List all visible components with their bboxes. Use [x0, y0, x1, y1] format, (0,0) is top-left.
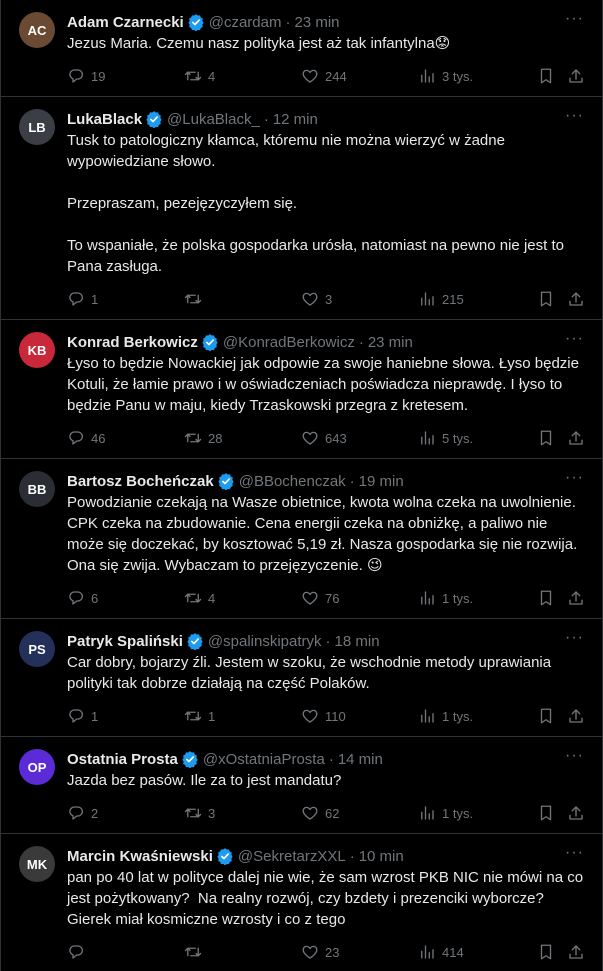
- retweet-button[interactable]: [184, 66, 215, 86]
- reply-button[interactable]: [67, 803, 98, 823]
- share-icon: [567, 67, 585, 85]
- views-button[interactable]: [418, 942, 464, 962]
- views-button[interactable]: [418, 289, 464, 309]
- like-button[interactable]: [301, 706, 346, 726]
- verified-badge-icon: [145, 110, 163, 128]
- tweet-text: [67, 33, 586, 54]
- author-name[interactable]: Adam Czarnecki: [67, 13, 184, 31]
- tweet-actions: [67, 795, 586, 833]
- retweet-button[interactable]: [184, 803, 215, 823]
- like-button[interactable]: [301, 942, 339, 962]
- separator-dot: ·: [328, 750, 334, 768]
- avatar-initials: LB: [28, 119, 46, 135]
- tweet-time[interactable]: 14 min: [337, 750, 383, 768]
- tweet-time[interactable]: 12 min: [272, 110, 318, 128]
- retweet-button[interactable]: [184, 588, 215, 608]
- avatar-initials: BB: [27, 481, 47, 497]
- like-button[interactable]: [301, 289, 332, 309]
- tweet-text-body: Car dobry, bojarzy źli. Jestem w szoku, że wschodnie metody uprawiania polityki tak dobrze działają na część Polaków.: [67, 654, 556, 692]
- tweet-time[interactable]: 19 min: [358, 472, 404, 490]
- bookmark-icon: [537, 429, 555, 447]
- author-handle[interactable]: @BBochenczak: [238, 472, 346, 490]
- view-count: 5 tys.: [442, 430, 474, 446]
- bookmark-button[interactable]: [537, 706, 555, 726]
- tweet-text: [67, 492, 586, 576]
- author-name[interactable]: Konrad Berkowicz: [67, 333, 198, 351]
- tweet-text: [67, 130, 586, 277]
- reply-count: 1: [91, 708, 99, 724]
- tweet-text-body: Jazda bez pasów. Ile za to jest mandatu?: [67, 772, 342, 789]
- verified-badge-icon: [181, 750, 199, 768]
- more-dots-icon[interactable]: ···: [565, 330, 584, 347]
- reply-icon: [67, 804, 85, 822]
- more-dots-icon[interactable]: ···: [565, 10, 584, 27]
- verified-badge-icon: [217, 472, 235, 490]
- retweet-icon: [184, 943, 202, 961]
- tweet-text-body: Powodzianie czekają na Wasze obietnice, kwota wolna czeka na uwolnienie. CPK czeka na zbudowanie. Cena energii czeka na obniżkę, a paliwo nie może się doczekać, by kosztować 5,19 zł. Nasza gospodarka się nie rozwija. Ona się zwija. Wybaczam to przejęzyczenie.: [67, 494, 582, 574]
- reply-icon: [67, 589, 85, 607]
- view-count: 1 tys.: [442, 590, 474, 606]
- more-dots-icon[interactable]: ···: [565, 629, 584, 646]
- reply-icon: [67, 707, 85, 725]
- reply-button[interactable]: [67, 428, 105, 448]
- retweet-button[interactable]: [184, 706, 215, 726]
- reply-count: 6: [91, 590, 99, 606]
- heart-icon: [301, 429, 319, 447]
- author-handle[interactable]: @KonradBerkowicz: [222, 333, 355, 351]
- tweet-header: [67, 846, 586, 866]
- bookmark-button[interactable]: [537, 803, 555, 823]
- like-count: 3: [325, 291, 333, 307]
- retweet-icon: [184, 804, 202, 822]
- views-button[interactable]: [418, 803, 473, 823]
- share-icon: [567, 429, 585, 447]
- view-count: 1 tys.: [442, 805, 474, 821]
- bookmark-icon: [537, 943, 555, 961]
- bookmark-icon: [537, 67, 555, 85]
- author-name[interactable]: Marcin Kwaśniewski: [67, 847, 213, 865]
- heart-icon: [301, 67, 319, 85]
- retweet-icon: [184, 429, 202, 447]
- tweet-text: [67, 770, 586, 791]
- tweet-header: [67, 749, 586, 769]
- reply-count: 19: [91, 68, 106, 84]
- reply-count: 46: [91, 430, 106, 446]
- retweet-button[interactable]: [184, 428, 222, 448]
- tweet-header: [67, 631, 586, 651]
- separator-dot: ·: [325, 632, 331, 650]
- views-button[interactable]: [418, 706, 473, 726]
- tweet-header: [67, 332, 586, 352]
- tweet-actions: [67, 934, 586, 971]
- tweet-actions: [67, 281, 586, 319]
- avatar-initials: AC: [27, 22, 47, 38]
- share-button[interactable]: [567, 588, 585, 608]
- author-name[interactable]: LukaBlack: [67, 110, 143, 128]
- avatar-initials: PS: [28, 641, 46, 657]
- avatar[interactable]: [19, 109, 55, 145]
- like-count: 23: [325, 944, 340, 960]
- share-icon: [567, 804, 585, 822]
- retweet-button[interactable]: [184, 942, 208, 962]
- share-icon: [567, 589, 585, 607]
- views-button[interactable]: [418, 588, 473, 608]
- tweet-time[interactable]: 10 min: [358, 847, 404, 865]
- author-handle[interactable]: @xOstatniaProsta: [202, 750, 325, 768]
- bookmark-button[interactable]: [537, 289, 555, 309]
- separator-dot: ·: [285, 13, 291, 31]
- like-button[interactable]: [301, 66, 347, 86]
- bookmark-icon: [537, 804, 555, 822]
- tweet[interactable]: [1, 834, 602, 971]
- like-button[interactable]: [301, 428, 347, 448]
- views-chart-icon: [418, 804, 436, 822]
- tweet-emoji: 😟: [434, 34, 451, 52]
- more-dots-icon[interactable]: ···: [565, 107, 584, 124]
- verified-badge-icon: [186, 632, 204, 650]
- retweet-icon: [184, 290, 202, 308]
- views-chart-icon: [418, 67, 436, 85]
- tweet-time[interactable]: 23 min: [294, 13, 340, 31]
- avatar[interactable]: [19, 332, 55, 368]
- share-button[interactable]: [567, 66, 585, 86]
- tweet[interactable]: [1, 0, 602, 97]
- tweet[interactable]: [1, 619, 602, 737]
- tweet[interactable]: [1, 97, 602, 320]
- reply-button[interactable]: [67, 289, 98, 309]
- views-button[interactable]: [418, 66, 473, 86]
- avatar[interactable]: [19, 471, 55, 507]
- tweet[interactable]: [1, 459, 602, 619]
- author-handle[interactable]: @spalinskipatryk: [207, 632, 322, 650]
- tweet-text: [67, 867, 586, 930]
- views-chart-icon: [418, 429, 436, 447]
- view-count: 3 tys.: [442, 68, 474, 84]
- share-icon: [567, 290, 585, 308]
- bookmark-button[interactable]: [537, 428, 555, 448]
- retweet-icon: [184, 707, 202, 725]
- tweet-text: [67, 353, 586, 416]
- tweet-actions: [67, 698, 586, 736]
- retweet-icon: [184, 67, 202, 85]
- verified-badge-icon: [216, 847, 234, 865]
- separator-dot: ·: [349, 847, 355, 865]
- retweet-count: 1: [208, 708, 216, 724]
- heart-icon: [301, 589, 319, 607]
- reply-count: 1: [91, 291, 99, 307]
- avatar[interactable]: [19, 12, 55, 48]
- bookmark-button[interactable]: [537, 66, 555, 86]
- author-name[interactable]: Patryk Spaliński: [67, 632, 183, 650]
- separator-dot: ·: [263, 110, 269, 128]
- verified-badge-icon: [187, 13, 205, 31]
- retweet-count: 4: [208, 590, 216, 606]
- heart-icon: [301, 707, 319, 725]
- heart-icon: [301, 804, 319, 822]
- reply-button[interactable]: [67, 588, 98, 608]
- like-button[interactable]: [301, 803, 339, 823]
- reply-icon: [67, 943, 85, 961]
- avatar[interactable]: [19, 749, 55, 785]
- tweet-text-body: Łyso to będzie Nowackiej jak odpowie za swoje haniebne słowa. Łyso będzie Kotuli, że łamie prawo i w oświadczeniach poświadcza nieprawdę. I łyso to będzie Panu w maju, kiedy Trzaskowski przegra z kretesem.: [67, 355, 584, 414]
- verified-badge-icon: [201, 333, 219, 351]
- like-count: 62: [325, 805, 340, 821]
- view-count: 1 tys.: [442, 708, 474, 724]
- share-button[interactable]: [567, 289, 585, 309]
- tweet-actions: [67, 420, 586, 458]
- author-name[interactable]: Ostatnia Prosta: [67, 750, 178, 768]
- reply-icon: [67, 429, 85, 447]
- avatar[interactable]: [19, 631, 55, 667]
- author-name[interactable]: Bartosz Bocheńczak: [67, 472, 214, 490]
- avatar[interactable]: [19, 846, 55, 882]
- tweet-emoji: 😉: [366, 556, 383, 574]
- tweet-time[interactable]: 23 min: [367, 333, 413, 351]
- views-button[interactable]: [418, 428, 473, 448]
- like-count: 643: [325, 430, 347, 446]
- views-chart-icon: [418, 943, 436, 961]
- tweet[interactable]: [1, 737, 602, 834]
- separator-dot: ·: [358, 333, 364, 351]
- retweet-count: 3: [208, 805, 216, 821]
- retweet-button[interactable]: [184, 289, 208, 309]
- share-button[interactable]: [567, 706, 585, 726]
- retweet-count: 4: [208, 68, 216, 84]
- more-dots-icon[interactable]: ···: [565, 844, 584, 861]
- view-count: 215: [442, 291, 464, 307]
- bookmark-icon: [537, 290, 555, 308]
- reply-icon: [67, 67, 85, 85]
- bookmark-icon: [537, 589, 555, 607]
- tweet-text-body: pan po 40 lat w polityce dalej nie wie, że sam wzrost PKB NIC nie mówi na co jest pożytkowany? Na realny rozwój, czy bzdety i prezenciki wyborcze? Gierek miał kosmiczne wzrosty i co z tego: [67, 869, 588, 928]
- share-icon: [567, 943, 585, 961]
- views-chart-icon: [418, 707, 436, 725]
- author-handle[interactable]: @SekretarzXXL: [237, 847, 346, 865]
- tweet-time[interactable]: 18 min: [334, 632, 380, 650]
- share-icon: [567, 707, 585, 725]
- tweet-actions: [67, 58, 586, 96]
- like-count: 76: [325, 590, 340, 606]
- like-count: 244: [325, 68, 347, 84]
- tweet-header: [67, 12, 586, 32]
- tweet-text: [67, 652, 586, 694]
- like-count: 110: [325, 708, 346, 724]
- tweet[interactable]: [1, 320, 602, 459]
- share-button[interactable]: [567, 428, 585, 448]
- retweet-count: 28: [208, 430, 223, 446]
- reply-count: 2: [91, 805, 99, 821]
- tweet-text-body: Tusk to patologiczny kłamca, któremu nie można wierzyć w żadne wypowiedziane słowo. Przepraszam, pezejęzyczyłem się. To wspaniałe, że polska gospodarka urósła, natomiast na pewno nie jest to Pana zasługa.: [67, 132, 564, 275]
- bookmark-button[interactable]: [537, 942, 555, 962]
- views-chart-icon: [418, 290, 436, 308]
- bookmark-icon: [537, 707, 555, 725]
- separator-dot: ·: [349, 472, 355, 490]
- avatar-initials: KB: [27, 342, 47, 358]
- tweet-header: [67, 471, 586, 491]
- more-dots-icon[interactable]: ···: [565, 747, 584, 764]
- bookmark-button[interactable]: [537, 588, 555, 608]
- heart-icon: [301, 943, 319, 961]
- tweet-actions: [67, 580, 586, 618]
- views-chart-icon: [418, 589, 436, 607]
- author-handle[interactable]: @LukaBlack_: [167, 110, 260, 128]
- author-handle[interactable]: @czardam: [208, 13, 282, 31]
- retweet-icon: [184, 589, 202, 607]
- avatar-initials: OP: [27, 759, 47, 775]
- more-dots-icon[interactable]: ···: [565, 469, 584, 486]
- avatar-initials: MK: [26, 856, 48, 872]
- reply-icon: [67, 290, 85, 308]
- reply-button[interactable]: [67, 66, 105, 86]
- heart-icon: [301, 290, 319, 308]
- reply-button[interactable]: [67, 942, 91, 962]
- view-count: 414: [442, 944, 464, 960]
- like-button[interactable]: [301, 588, 339, 608]
- tweet-header: [67, 109, 586, 129]
- reply-button[interactable]: [67, 706, 98, 726]
- tweet-text-body: Jezus Maria. Czemu nasz polityka jest aż tak infantylna: [67, 35, 435, 52]
- share-button[interactable]: [567, 803, 585, 823]
- share-button[interactable]: [567, 942, 585, 962]
